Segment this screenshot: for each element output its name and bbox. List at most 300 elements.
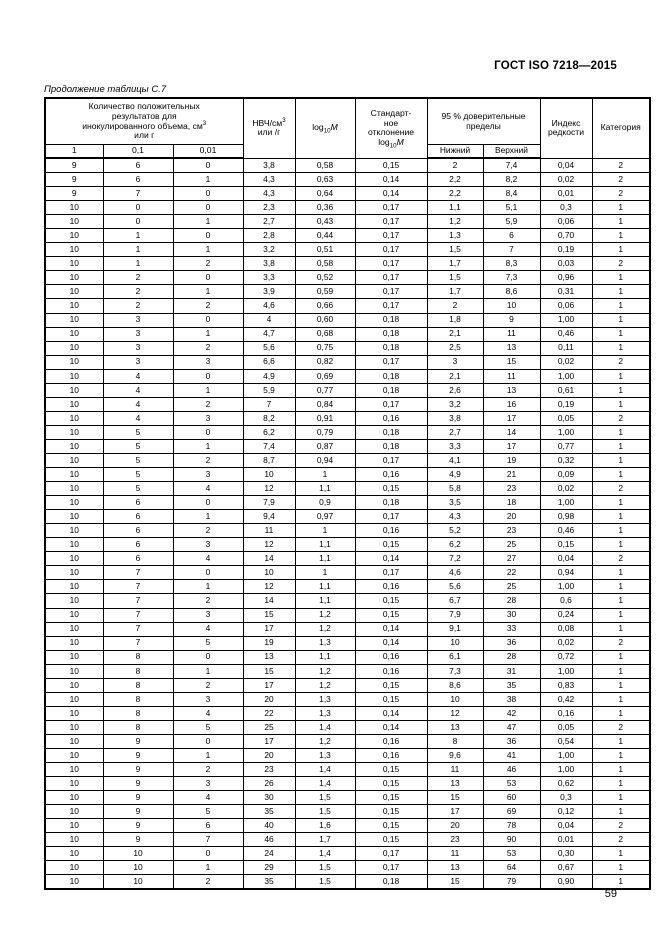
table-row <box>45 524 650 538</box>
cell-volume-0-01: 2 <box>173 341 243 355</box>
cell-volume-0-1: 5 <box>103 439 173 453</box>
table-row <box>45 875 650 890</box>
cell-confidence-lower: 2,2 <box>427 173 483 187</box>
cell-confidence-upper: 8,3 <box>483 257 540 271</box>
cell-mpn: 20 <box>243 748 295 762</box>
table-row <box>45 313 650 327</box>
cell-volume-0-1: 6 <box>103 158 173 173</box>
cell-volume-0-01: 1 <box>173 510 243 524</box>
cell-category: 2 <box>592 636 650 650</box>
cell-category: 1 <box>592 496 650 510</box>
cell-rarity-index: 0,02 <box>540 173 592 187</box>
cell-category: 1 <box>592 453 650 467</box>
cell-std-dev: 0,16 <box>355 468 427 482</box>
cell-mpn: 5,9 <box>243 383 295 397</box>
cell-mpn: 29 <box>243 861 295 875</box>
cell-category: 1 <box>592 763 650 777</box>
table-row <box>45 608 650 622</box>
cell-volume-0-1: 7 <box>103 594 173 608</box>
cell-volume-0-1: 6 <box>103 538 173 552</box>
cell-volume-0-1: 3 <box>103 327 173 341</box>
cell-volume-0-1: 7 <box>103 566 173 580</box>
cell-mpn: 7 <box>243 397 295 411</box>
cell-std-dev: 0,16 <box>355 650 427 664</box>
cell-volume-0-01: 0 <box>173 496 243 510</box>
cell-log-m: 0,59 <box>295 285 355 299</box>
table-row <box>45 566 650 580</box>
cell-confidence-lower: 1,7 <box>427 285 483 299</box>
cell-confidence-lower: 12 <box>427 706 483 720</box>
header-category: Категория <box>592 98 650 158</box>
cell-volume-0-1: 10 <box>103 875 173 890</box>
cell-rarity-index: 0,11 <box>540 341 592 355</box>
cell-std-dev: 0,17 <box>355 201 427 215</box>
cell-mpn: 7,9 <box>243 496 295 510</box>
cell-rarity-index: 0,15 <box>540 538 592 552</box>
cell-rarity-index: 0,3 <box>540 791 592 805</box>
cell-volume-0-1: 4 <box>103 411 173 425</box>
cell-confidence-lower: 4,9 <box>427 468 483 482</box>
cell-mpn: 6,2 <box>243 425 295 439</box>
cell-category: 1 <box>592 383 650 397</box>
cell-category: 1 <box>592 847 650 861</box>
cell-volume-1: 10 <box>45 664 103 678</box>
cell-volume-1: 9 <box>45 187 103 201</box>
cell-volume-1: 10 <box>45 566 103 580</box>
header-volume-0-01: 0,01 <box>173 145 243 159</box>
cell-std-dev: 0,18 <box>355 496 427 510</box>
cell-log-m: 1,2 <box>295 608 355 622</box>
table-row <box>45 636 650 650</box>
cell-volume-1: 10 <box>45 636 103 650</box>
cell-log-m: 0,36 <box>295 201 355 215</box>
table-row <box>45 510 650 524</box>
cell-mpn: 17 <box>243 678 295 692</box>
cell-mpn: 46 <box>243 833 295 847</box>
cell-category: 1 <box>592 538 650 552</box>
cell-std-dev: 0,14 <box>355 720 427 734</box>
cell-category: 1 <box>592 805 650 819</box>
cell-volume-0-01: 1 <box>173 439 243 453</box>
cell-log-m: 0,84 <box>295 397 355 411</box>
cell-mpn: 35 <box>243 875 295 890</box>
mpn-table-container <box>44 97 641 890</box>
cell-volume-1: 10 <box>45 285 103 299</box>
cell-confidence-lower: 11 <box>427 763 483 777</box>
cell-std-dev: 0,17 <box>355 355 427 369</box>
cell-volume-0-01: 7 <box>173 833 243 847</box>
cell-category: 1 <box>592 425 650 439</box>
cell-confidence-lower: 1,1 <box>427 201 483 215</box>
cell-volume-0-1: 1 <box>103 229 173 243</box>
table-row <box>45 411 650 425</box>
cell-volume-0-1: 6 <box>103 496 173 510</box>
cell-confidence-upper: 8,4 <box>483 187 540 201</box>
table-row <box>45 748 650 762</box>
table-row <box>45 341 650 355</box>
cell-volume-1: 10 <box>45 411 103 425</box>
cell-log-m: 1,2 <box>295 622 355 636</box>
cell-confidence-upper: 35 <box>483 678 540 692</box>
cell-confidence-upper: 36 <box>483 734 540 748</box>
cell-volume-0-01: 3 <box>173 468 243 482</box>
cell-confidence-upper: 42 <box>483 706 540 720</box>
cell-volume-1: 9 <box>45 158 103 173</box>
cell-volume-0-1: 5 <box>103 468 173 482</box>
cell-volume-1: 10 <box>45 510 103 524</box>
table-row <box>45 439 650 453</box>
cell-confidence-upper: 9 <box>483 313 540 327</box>
cell-volume-0-1: 9 <box>103 734 173 748</box>
cell-confidence-lower: 15 <box>427 791 483 805</box>
cell-volume-0-1: 7 <box>103 580 173 594</box>
cell-std-dev: 0,14 <box>355 552 427 566</box>
cell-log-m: 1 <box>295 566 355 580</box>
cell-log-m: 1,4 <box>295 777 355 791</box>
cell-volume-0-01: 2 <box>173 763 243 777</box>
cell-std-dev: 0,17 <box>355 229 427 243</box>
cell-rarity-index: 1,00 <box>540 425 592 439</box>
cell-mpn: 25 <box>243 720 295 734</box>
cell-mpn: 15 <box>243 608 295 622</box>
cell-log-m: 0,63 <box>295 173 355 187</box>
cell-confidence-upper: 16 <box>483 397 540 411</box>
cell-category: 2 <box>592 355 650 369</box>
cell-confidence-lower: 2,6 <box>427 383 483 397</box>
cell-confidence-lower: 9,6 <box>427 748 483 762</box>
cell-mpn: 4,3 <box>243 173 295 187</box>
cell-std-dev: 0,17 <box>355 257 427 271</box>
cell-volume-1: 10 <box>45 397 103 411</box>
cell-mpn: 8,7 <box>243 453 295 467</box>
cell-mpn: 15 <box>243 664 295 678</box>
cell-volume-0-01: 2 <box>173 453 243 467</box>
cell-log-m: 1,1 <box>295 594 355 608</box>
table-row <box>45 763 650 777</box>
cell-confidence-lower: 1,7 <box>427 257 483 271</box>
cell-volume-0-1: 7 <box>103 636 173 650</box>
cell-confidence-lower: 2,1 <box>427 369 483 383</box>
cell-log-m: 1,2 <box>295 734 355 748</box>
cell-volume-0-01: 5 <box>173 805 243 819</box>
cell-volume-1: 10 <box>45 271 103 285</box>
cell-volume-1: 10 <box>45 299 103 313</box>
cell-category: 2 <box>592 173 650 187</box>
cell-volume-0-1: 7 <box>103 622 173 636</box>
cell-rarity-index: 0,12 <box>540 805 592 819</box>
cell-confidence-lower: 23 <box>427 833 483 847</box>
cell-volume-0-01: 3 <box>173 355 243 369</box>
table-row <box>45 706 650 720</box>
cell-category: 1 <box>592 650 650 664</box>
cell-mpn: 30 <box>243 791 295 805</box>
mpn-table <box>44 97 651 890</box>
cell-confidence-lower: 5,6 <box>427 580 483 594</box>
cell-log-m: 0,44 <box>295 229 355 243</box>
cell-volume-0-01: 1 <box>173 580 243 594</box>
cell-category: 1 <box>592 791 650 805</box>
cell-mpn: 22 <box>243 706 295 720</box>
cell-log-m: 0,51 <box>295 243 355 257</box>
cell-rarity-index: 0,06 <box>540 299 592 313</box>
cell-confidence-lower: 13 <box>427 720 483 734</box>
cell-volume-0-1: 9 <box>103 791 173 805</box>
table-row <box>45 833 650 847</box>
table-row <box>45 664 650 678</box>
cell-volume-0-01: 4 <box>173 482 243 496</box>
cell-rarity-index: 0,06 <box>540 215 592 229</box>
cell-log-m: 1,3 <box>295 636 355 650</box>
cell-confidence-lower: 1,3 <box>427 229 483 243</box>
cell-rarity-index: 0,09 <box>540 468 592 482</box>
cell-rarity-index: 0,94 <box>540 566 592 580</box>
cell-std-dev: 0,18 <box>355 313 427 327</box>
cell-volume-0-01: 2 <box>173 678 243 692</box>
cell-rarity-index: 0,32 <box>540 453 592 467</box>
cell-volume-0-01: 0 <box>173 271 243 285</box>
cell-rarity-index: 0,16 <box>540 706 592 720</box>
cell-volume-0-1: 7 <box>103 187 173 201</box>
cell-std-dev: 0,16 <box>355 734 427 748</box>
cell-volume-1: 10 <box>45 678 103 692</box>
cell-confidence-lower: 1,2 <box>427 215 483 229</box>
cell-confidence-lower: 5,2 <box>427 524 483 538</box>
cell-volume-1: 10 <box>45 369 103 383</box>
cell-volume-0-1: 3 <box>103 341 173 355</box>
cell-volume-1: 10 <box>45 734 103 748</box>
cell-confidence-upper: 5,9 <box>483 215 540 229</box>
cell-confidence-lower: 3,8 <box>427 411 483 425</box>
cell-rarity-index: 1,00 <box>540 748 592 762</box>
cell-volume-0-1: 9 <box>103 819 173 833</box>
table-row <box>45 215 650 229</box>
cell-log-m: 0,68 <box>295 327 355 341</box>
cell-mpn: 40 <box>243 819 295 833</box>
table-row <box>45 355 650 369</box>
cell-volume-0-1: 5 <box>103 482 173 496</box>
cell-log-m: 1,2 <box>295 664 355 678</box>
cell-confidence-upper: 11 <box>483 327 540 341</box>
cell-std-dev: 0,15 <box>355 158 427 173</box>
cell-volume-0-1: 1 <box>103 257 173 271</box>
cell-confidence-lower: 20 <box>427 819 483 833</box>
cell-confidence-upper: 25 <box>483 538 540 552</box>
cell-mpn: 35 <box>243 805 295 819</box>
cell-confidence-lower: 3,5 <box>427 496 483 510</box>
cell-volume-0-1: 9 <box>103 833 173 847</box>
cell-volume-1: 10 <box>45 383 103 397</box>
table-row <box>45 173 650 187</box>
cell-rarity-index: 0,08 <box>540 622 592 636</box>
cell-rarity-index: 0,24 <box>540 608 592 622</box>
cell-category: 2 <box>592 482 650 496</box>
table-row <box>45 847 650 861</box>
cell-log-m: 0,58 <box>295 257 355 271</box>
cell-volume-0-01: 0 <box>173 313 243 327</box>
cell-rarity-index: 1,00 <box>540 763 592 777</box>
cell-volume-1: 10 <box>45 355 103 369</box>
standard-header: ГОСТ ISO 7218—2015 <box>494 60 617 72</box>
header-mpn: НВЧ/$см^3$ или /г <box>243 98 295 158</box>
cell-volume-1: 10 <box>45 650 103 664</box>
cell-confidence-upper: 69 <box>483 805 540 819</box>
cell-rarity-index: 0,96 <box>540 271 592 285</box>
cell-volume-1: 10 <box>45 692 103 706</box>
cell-confidence-upper: 78 <box>483 819 540 833</box>
cell-volume-0-01: 3 <box>173 692 243 706</box>
cell-confidence-lower: 7,3 <box>427 664 483 678</box>
cell-category: 1 <box>592 510 650 524</box>
cell-rarity-index: 0,90 <box>540 875 592 890</box>
cell-log-m: 1,1 <box>295 552 355 566</box>
cell-log-m: 0,94 <box>295 453 355 467</box>
cell-confidence-upper: 13 <box>483 383 540 397</box>
cell-volume-0-01: 4 <box>173 622 243 636</box>
cell-rarity-index: 0,03 <box>540 257 592 271</box>
cell-std-dev: 0,17 <box>355 243 427 257</box>
cell-log-m: 1,7 <box>295 833 355 847</box>
cell-category: 1 <box>592 594 650 608</box>
cell-mpn: 17 <box>243 622 295 636</box>
cell-volume-0-01: 1 <box>173 285 243 299</box>
cell-volume-0-01: 0 <box>173 187 243 201</box>
cell-volume-0-1: 2 <box>103 285 173 299</box>
cell-log-m: 0,91 <box>295 411 355 425</box>
cell-mpn: 14 <box>243 594 295 608</box>
cell-volume-0-01: 0 <box>173 158 243 173</box>
cell-category: 1 <box>592 468 650 482</box>
cell-category: 2 <box>592 158 650 173</box>
cell-confidence-upper: 7,4 <box>483 158 540 173</box>
cell-volume-1: 10 <box>45 538 103 552</box>
cell-log-m: 1,4 <box>295 763 355 777</box>
cell-confidence-lower: 2 <box>427 299 483 313</box>
cell-confidence-lower: 7,9 <box>427 608 483 622</box>
cell-log-m: 0,69 <box>295 369 355 383</box>
header-rarity-index: Индекс редкости <box>540 98 592 158</box>
cell-confidence-upper: 53 <box>483 847 540 861</box>
table-row <box>45 187 650 201</box>
cell-confidence-upper: 8,2 <box>483 173 540 187</box>
cell-std-dev: 0,15 <box>355 608 427 622</box>
cell-log-m: 1,1 <box>295 580 355 594</box>
cell-std-dev: 0,18 <box>355 875 427 890</box>
cell-confidence-upper: 8,6 <box>483 285 540 299</box>
cell-volume-0-1: 7 <box>103 608 173 622</box>
cell-rarity-index: 1,00 <box>540 313 592 327</box>
cell-volume-1: 10 <box>45 861 103 875</box>
cell-volume-0-1: 2 <box>103 299 173 313</box>
cell-category: 1 <box>592 243 650 257</box>
cell-confidence-upper: 10 <box>483 299 540 313</box>
cell-confidence-lower: 2 <box>427 158 483 173</box>
cell-volume-0-01: 2 <box>173 594 243 608</box>
cell-confidence-upper: 6 <box>483 229 540 243</box>
cell-mpn: 26 <box>243 777 295 791</box>
cell-confidence-upper: 27 <box>483 552 540 566</box>
cell-log-m: 0,58 <box>295 158 355 173</box>
cell-volume-0-01: 1 <box>173 243 243 257</box>
table-row <box>45 650 650 664</box>
cell-volume-0-01: 1 <box>173 383 243 397</box>
cell-volume-1: 10 <box>45 313 103 327</box>
cell-confidence-lower: 8 <box>427 734 483 748</box>
cell-category: 1 <box>592 285 650 299</box>
cell-volume-0-01: 1 <box>173 861 243 875</box>
cell-confidence-upper: 7,3 <box>483 271 540 285</box>
cell-volume-1: 10 <box>45 622 103 636</box>
cell-log-m: 0,66 <box>295 299 355 313</box>
cell-log-m: 1,1 <box>295 538 355 552</box>
table-row <box>45 819 650 833</box>
cell-mpn: 11 <box>243 524 295 538</box>
header-positive-results-group: Количество положительных результатов для инокулированного объема, $см^3$ или г <box>45 98 243 145</box>
cell-std-dev: 0,15 <box>355 482 427 496</box>
cell-log-m: 1,5 <box>295 861 355 875</box>
cell-volume-0-01: 1 <box>173 327 243 341</box>
cell-rarity-index: 0,30 <box>540 847 592 861</box>
cell-confidence-upper: 23 <box>483 524 540 538</box>
cell-category: 1 <box>592 580 650 594</box>
cell-mpn: 14 <box>243 552 295 566</box>
cell-volume-1: 10 <box>45 341 103 355</box>
cell-std-dev: 0,17 <box>355 299 427 313</box>
table-header <box>45 98 650 158</box>
cell-rarity-index: 0,72 <box>540 650 592 664</box>
cell-volume-0-1: 3 <box>103 355 173 369</box>
cell-volume-0-1: 6 <box>103 524 173 538</box>
cell-volume-0-1: 8 <box>103 706 173 720</box>
cell-rarity-index: 0,70 <box>540 229 592 243</box>
cell-log-m: 0,77 <box>295 383 355 397</box>
table-row <box>45 805 650 819</box>
cell-confidence-lower: 1,8 <box>427 313 483 327</box>
cell-std-dev: 0,14 <box>355 636 427 650</box>
cell-volume-0-01: 2 <box>173 257 243 271</box>
cell-category: 2 <box>592 552 650 566</box>
cell-volume-0-1: 5 <box>103 453 173 467</box>
cell-volume-1: 9 <box>45 173 103 187</box>
cell-std-dev: 0,14 <box>355 622 427 636</box>
cell-mpn: 3,2 <box>243 243 295 257</box>
cell-mpn: 6,6 <box>243 355 295 369</box>
cell-std-dev: 0,16 <box>355 664 427 678</box>
cell-std-dev: 0,17 <box>355 215 427 229</box>
cell-std-dev: 0,15 <box>355 678 427 692</box>
cell-category: 1 <box>592 397 650 411</box>
cell-rarity-index: 0,01 <box>540 187 592 201</box>
cell-mpn: 4 <box>243 313 295 327</box>
cell-confidence-upper: 19 <box>483 453 540 467</box>
cell-mpn: 13 <box>243 650 295 664</box>
cell-volume-1: 10 <box>45 496 103 510</box>
cell-mpn: 12 <box>243 538 295 552</box>
cell-category: 2 <box>592 411 650 425</box>
table-row <box>45 538 650 552</box>
cell-volume-0-1: 4 <box>103 369 173 383</box>
cell-rarity-index: 0,46 <box>540 524 592 538</box>
cell-volume-0-01: 0 <box>173 847 243 861</box>
cell-volume-0-1: 5 <box>103 425 173 439</box>
header-confidence-lower: Нижний <box>427 145 483 159</box>
cell-mpn: 4,3 <box>243 187 295 201</box>
cell-std-dev: 0,15 <box>355 538 427 552</box>
cell-log-m: 1,4 <box>295 847 355 861</box>
header-standard-deviation: Стандарт- ное отклонение $\log_{10}M$ <box>355 98 427 158</box>
cell-volume-0-01: 5 <box>173 720 243 734</box>
cell-volume-1: 10 <box>45 875 103 890</box>
cell-confidence-lower: 3,3 <box>427 439 483 453</box>
